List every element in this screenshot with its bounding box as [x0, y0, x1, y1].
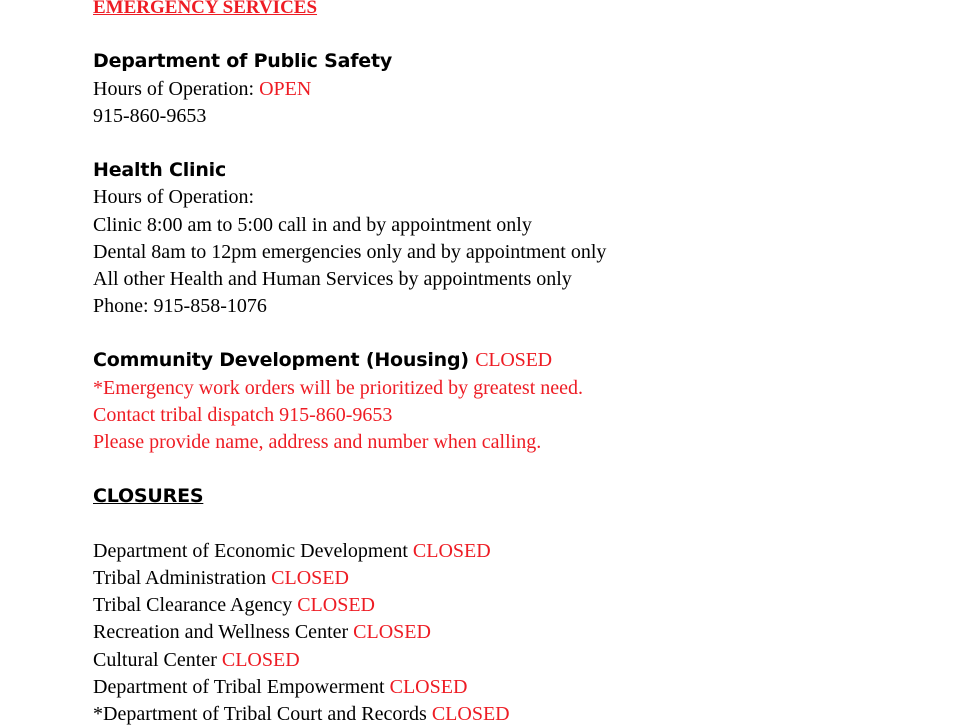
public-safety-phone: 915-860-9653: [93, 104, 207, 127]
spacer: [93, 21, 933, 48]
spacer: [93, 320, 933, 347]
closure-item-name: Recreation and Wellness Center: [93, 621, 354, 644]
closure-item: [93, 565, 933, 592]
closure-item: [93, 701, 933, 728]
health-clinic-phone: Phone: 915-858-1076: [93, 295, 267, 318]
closure-item: [93, 592, 933, 619]
closure-item-status: CLOSED: [431, 702, 510, 725]
closures-heading: CLOSURES: [93, 485, 204, 508]
closure-item-status: CLOSED: [389, 675, 468, 698]
spacer: [93, 511, 933, 538]
health-clinic-title: Health Clinic: [93, 159, 227, 182]
spacer: [93, 456, 933, 483]
community-development-title: [93, 347, 933, 374]
closure-item-name: Tribal Administration: [93, 566, 272, 589]
closure-item-name: Cultural Center: [93, 648, 222, 671]
closure-item: [93, 674, 933, 701]
health-clinic-hours-label: Hours of Operation:: [93, 186, 255, 209]
community-development-status: CLOSED: [475, 349, 552, 372]
public-safety-hours-label: Hours of Operation:: [93, 77, 260, 100]
closure-item-status: CLOSED: [353, 621, 431, 644]
spacer: [93, 130, 933, 157]
closure-item: [93, 538, 933, 565]
closure-item-name: Tribal Clearance Agency: [93, 594, 298, 617]
health-clinic-line: All other Health and Human Services by appointments only: [93, 267, 572, 290]
community-development-note: Please provide name, address and number when calling.: [93, 431, 542, 453]
community-development-note: Contact tribal dispatch 915-860-9653: [93, 403, 393, 426]
closure-item-status: CLOSED: [297, 594, 375, 617]
closure-item: [93, 647, 933, 674]
emergency-services-heading: EMERGENCY SERVICES: [93, 0, 318, 18]
public-safety-title: Department of Public Safety: [93, 50, 393, 73]
health-clinic-line: Dental 8am to 12pm emergencies only and by appointment only: [93, 240, 607, 263]
document-page: [93, 0, 933, 728]
closure-item-name: *Department of Tribal Court and Records: [93, 702, 432, 725]
closure-item-name: Department of Economic Development: [93, 539, 413, 562]
public-safety-hours: [93, 76, 933, 103]
closure-item-status: CLOSED: [412, 539, 491, 562]
closure-item: [93, 619, 933, 646]
community-development-title-text: Community Development (Housing): [93, 349, 476, 372]
closure-item-status: CLOSED: [221, 648, 300, 671]
community-development-note: *Emergency work orders will be prioritized by greatest need.: [93, 376, 584, 399]
closure-item-status: CLOSED: [271, 566, 349, 589]
health-clinic-line: Clinic 8:00 am to 5:00 call in and by appointment only: [93, 213, 532, 236]
public-safety-hours-status: OPEN: [259, 77, 312, 100]
closure-item-name: Department of Tribal Empowerment: [93, 675, 390, 698]
